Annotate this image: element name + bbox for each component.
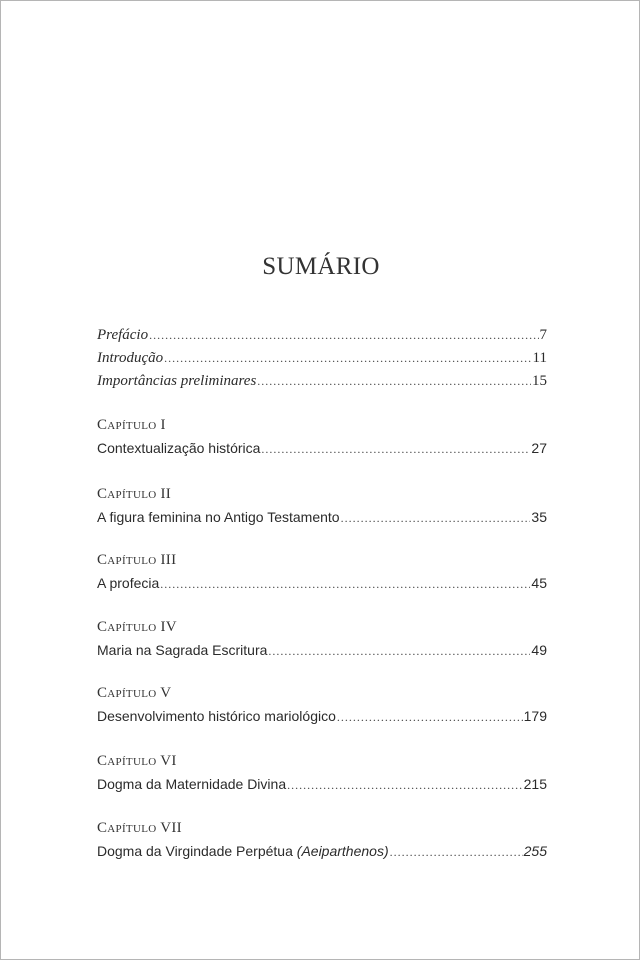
page-title: SUMÁRIO <box>262 253 380 280</box>
dot-leader <box>268 644 530 659</box>
toc-entry-chapter-5[interactable] <box>97 708 547 730</box>
dot-leader <box>160 577 530 592</box>
toc-entry-introducao[interactable] <box>97 350 547 372</box>
toc-entry-label <box>97 843 389 859</box>
toc-page-number: 49 <box>531 642 547 658</box>
toc-page-number: 179 <box>523 708 547 724</box>
toc-entry-label: Prefácio <box>97 327 149 343</box>
toc-page-number: 35 <box>531 509 547 525</box>
toc-entry-label-italic: (Aeiparthenos) <box>296 843 389 859</box>
toc-entry-label: Importâncias preliminares <box>97 373 257 389</box>
toc-page-number: 45 <box>531 575 547 591</box>
toc-page-number: 27 <box>531 440 547 456</box>
toc-entry-chapter-4[interactable] <box>97 642 547 664</box>
toc-entry-label: A profecia <box>97 575 160 591</box>
toc-page-number: 15 <box>532 373 547 389</box>
chapter-heading-4: Capítulo IV <box>97 619 177 635</box>
toc-entry-chapter-1[interactable] <box>97 440 547 462</box>
toc-entry-label: Desenvolvimento histórico mariológico <box>97 708 336 724</box>
chapter-heading-6: Capítulo VI <box>97 753 177 769</box>
chapter-heading-3: Capítulo III <box>97 552 177 568</box>
dot-leader <box>261 442 530 457</box>
toc-entry-prefacio[interactable] <box>97 327 547 349</box>
toc-entry-label: Introdução <box>97 350 164 366</box>
dot-leader <box>257 374 531 389</box>
toc-entry-label: Contextualização histórica <box>97 440 261 456</box>
toc-page-number: 7 <box>539 327 547 343</box>
chapter-heading-1: Capítulo I <box>97 417 166 433</box>
dot-leader <box>337 710 523 725</box>
chapter-heading-7: Capítulo VII <box>97 820 182 836</box>
toc-entry-importancias[interactable] <box>97 373 547 395</box>
toc-page-number: 11 <box>532 350 547 366</box>
toc-page-number: 215 <box>523 776 547 792</box>
toc-entry-label: Dogma da Maternidade Divina <box>97 776 287 792</box>
dot-leader <box>164 351 531 366</box>
toc-entry-label-main: Dogma da Virgindade Perpétua <box>97 843 293 859</box>
dot-leader <box>287 778 523 793</box>
toc-entry-chapter-7[interactable] <box>97 843 547 865</box>
toc-entry-label: Maria na Sagrada Escritura <box>97 642 268 658</box>
toc-entry-chapter-3[interactable] <box>97 575 547 597</box>
toc-entry-label: A figura feminina no Antigo Testamento <box>97 509 340 525</box>
dot-leader <box>341 511 531 526</box>
dot-leader <box>149 328 538 343</box>
chapter-heading-5: Capítulo V <box>97 685 172 701</box>
toc-page-number: 255 <box>523 843 547 859</box>
toc-entry-chapter-2[interactable] <box>97 509 547 531</box>
chapter-heading-2: Capítulo II <box>97 486 172 502</box>
dot-leader <box>390 845 523 860</box>
toc-entry-chapter-6[interactable] <box>97 776 547 798</box>
